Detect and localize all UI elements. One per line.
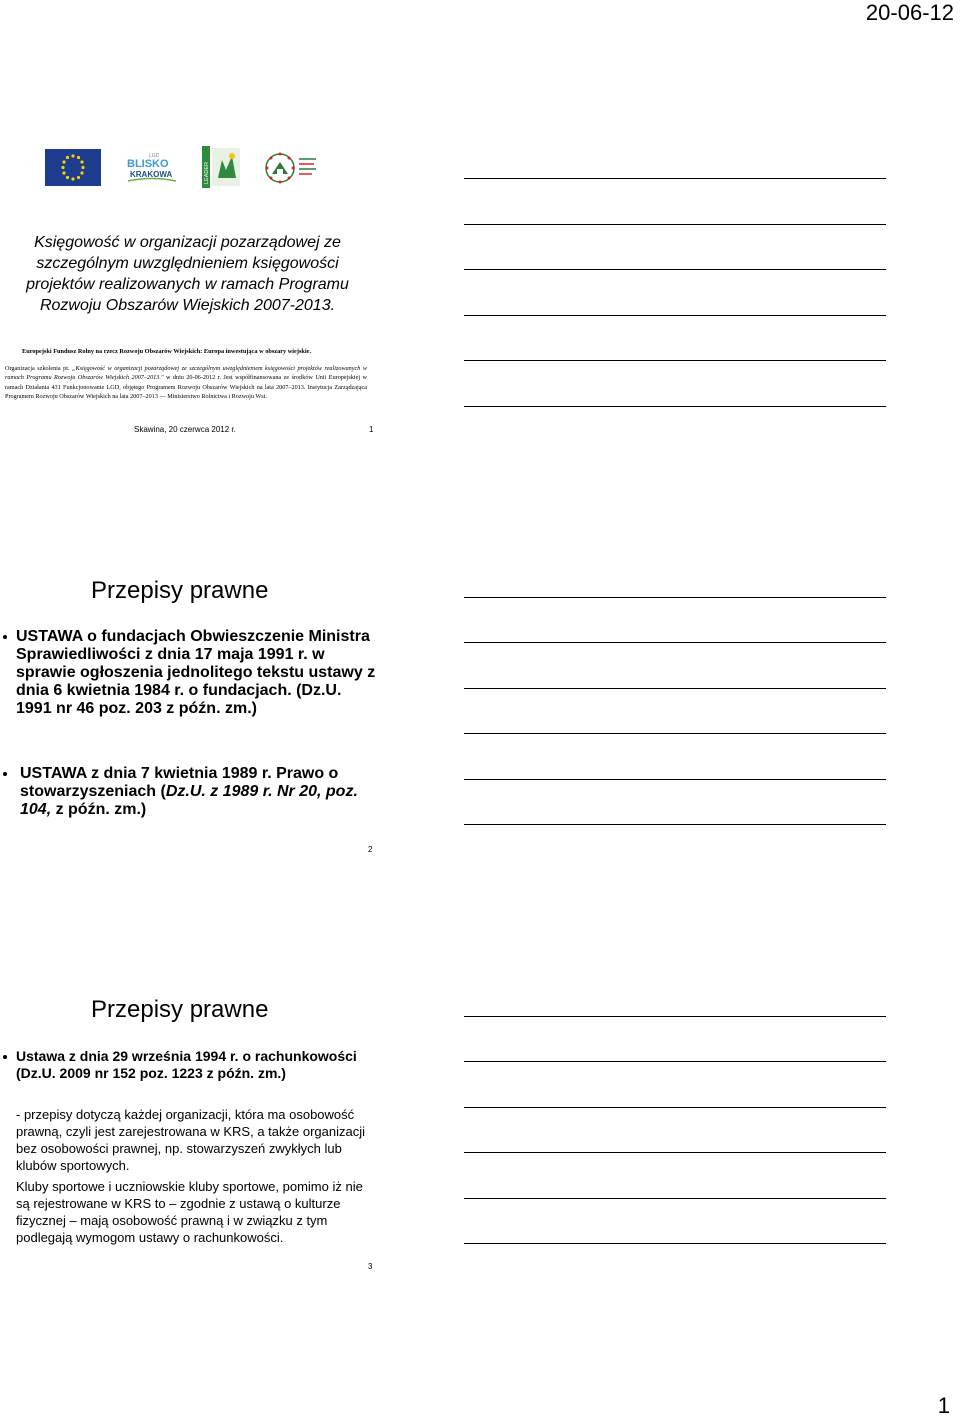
bullet-icon [3,635,7,639]
slide2-bullet2 [20,765,375,819]
bullet2-b: z późn. zm.) [51,801,147,818]
note-line [464,1243,886,1244]
blisko-krakowa-logo [122,150,182,186]
prow-logo-icon [262,148,320,188]
note-line [464,178,886,179]
leader-text: LEADER [204,161,210,184]
page-number: 1 [937,1393,950,1418]
slide1-title: Księgowość w organizacji pozarządowej ze szczególnym uwzględnieniem księgowości projektów realizowanych w ramach Programu Rozwoju Obszarów Wiejskich 2007-2013. [26,234,349,314]
slide3-para2: Kluby sportowe i uczniowskie kluby sportowe, pomimo iż nie są rejestrowane w KRS to – zgodnie z ustawą o kulturze fizycznej – mają osobowość prawną i w związku z tym podlegają wymogom ustawy o rachunkowości. [16,1179,363,1245]
note-line [464,269,886,270]
bullet2-a: USTAWA z dnia 7 kwietnia 1989 r. Prawo o stowarzyszeniach ( [20,765,339,800]
note-line [464,1198,886,1199]
org-suffix: w dniu 20-06-2012 r. Jest współfinansowana ze środków Unii Europejskiej w ramach Działania 431 Funkcjonowanie LGD, objętego Programem Rozwoju Obszarów Wiejskich na lata 2007–2013. Instytucja Zarządzająca Programem Rozwoju Obszarów Wiejskich na lata 2007–2013 — Ministerstwo Rolnictwa i Rozwoju Wsi. [5,374,367,400]
note-line [464,1107,886,1108]
bullet-icon [3,772,7,776]
note-line [464,824,886,825]
eu-flag-icon [45,149,101,186]
note-line [464,406,886,407]
note-line [464,779,886,780]
slide3-number: 3 [368,1262,373,1271]
blisko-main-text: BLISKO [127,158,169,170]
bullet2-italic: Dz.U. z 1989 r. Nr 20, poz. 104, [20,783,358,818]
leader-logo [202,146,242,188]
slide3-title: Przepisy prawne [91,996,269,1023]
note-line [464,688,886,689]
note-line [464,224,886,225]
note-line [464,315,886,316]
note-line [464,597,886,598]
page-date: 20-06-12 [865,0,954,25]
bullet-icon [3,1055,7,1059]
place-date: Skawina, 20 czerwca 2012 r. [134,425,236,434]
organization-note [5,364,367,401]
note-line [464,733,886,734]
note-line [464,1016,886,1017]
slide3-para1: - przepisy dotyczą każdej organizacji, która ma osobowość prawną, czyli jest zarejestrowana w KRS, a także organizacji bez osobowości prawnej, np. stowarzyszeń zwykłych lub klubów sportowych. [16,1107,365,1173]
slide3-body [16,1106,376,1246]
note-line [464,1061,886,1062]
slide2-number: 2 [368,845,373,854]
fund-heading: Europejski Fundusz Rolny na rzecz Rozwoju Obszarów Wiejskich: Europa inwestująca w obszary wiejskie. [22,348,312,355]
slide2-title: Przepisy prawne [91,577,269,604]
blisko-sub-text: KRAKOWA [130,170,173,179]
blisko-top-text: LGD [149,153,160,159]
slide2-bullet1: USTAWA o fundacjach Obwieszczenie Ministra Sprawiedliwości z dnia 17 maja 1991 r. w sprawie ogłoszenia jednolitego tekstu ustawy z dnia 6 kwietnia 1984 r. o fundacjach. (Dz.U. 1991 nr 46 poz. 203 z późn. zm.) [16,628,376,717]
slide3-bullet1: Ustawa z dnia 29 września 1994 r. o rachunkowości (Dz.U. 2009 nr 152 poz. 1223 z późn. zm.) [16,1048,357,1081]
slide1-number: 1 [369,425,374,434]
note-line [464,1152,886,1153]
org-prefix: Organizacja szkolenia pt. [5,365,73,372]
note-line [464,642,886,643]
note-line [464,360,886,361]
org-italic: „Księgowość w organizacji pozarządowej ze szczególnym uwzględnieniem księgowości projektów realizowanych w ramach Programu Rozwoju Obszarów Wiejskich 2007–2013." [5,365,367,382]
